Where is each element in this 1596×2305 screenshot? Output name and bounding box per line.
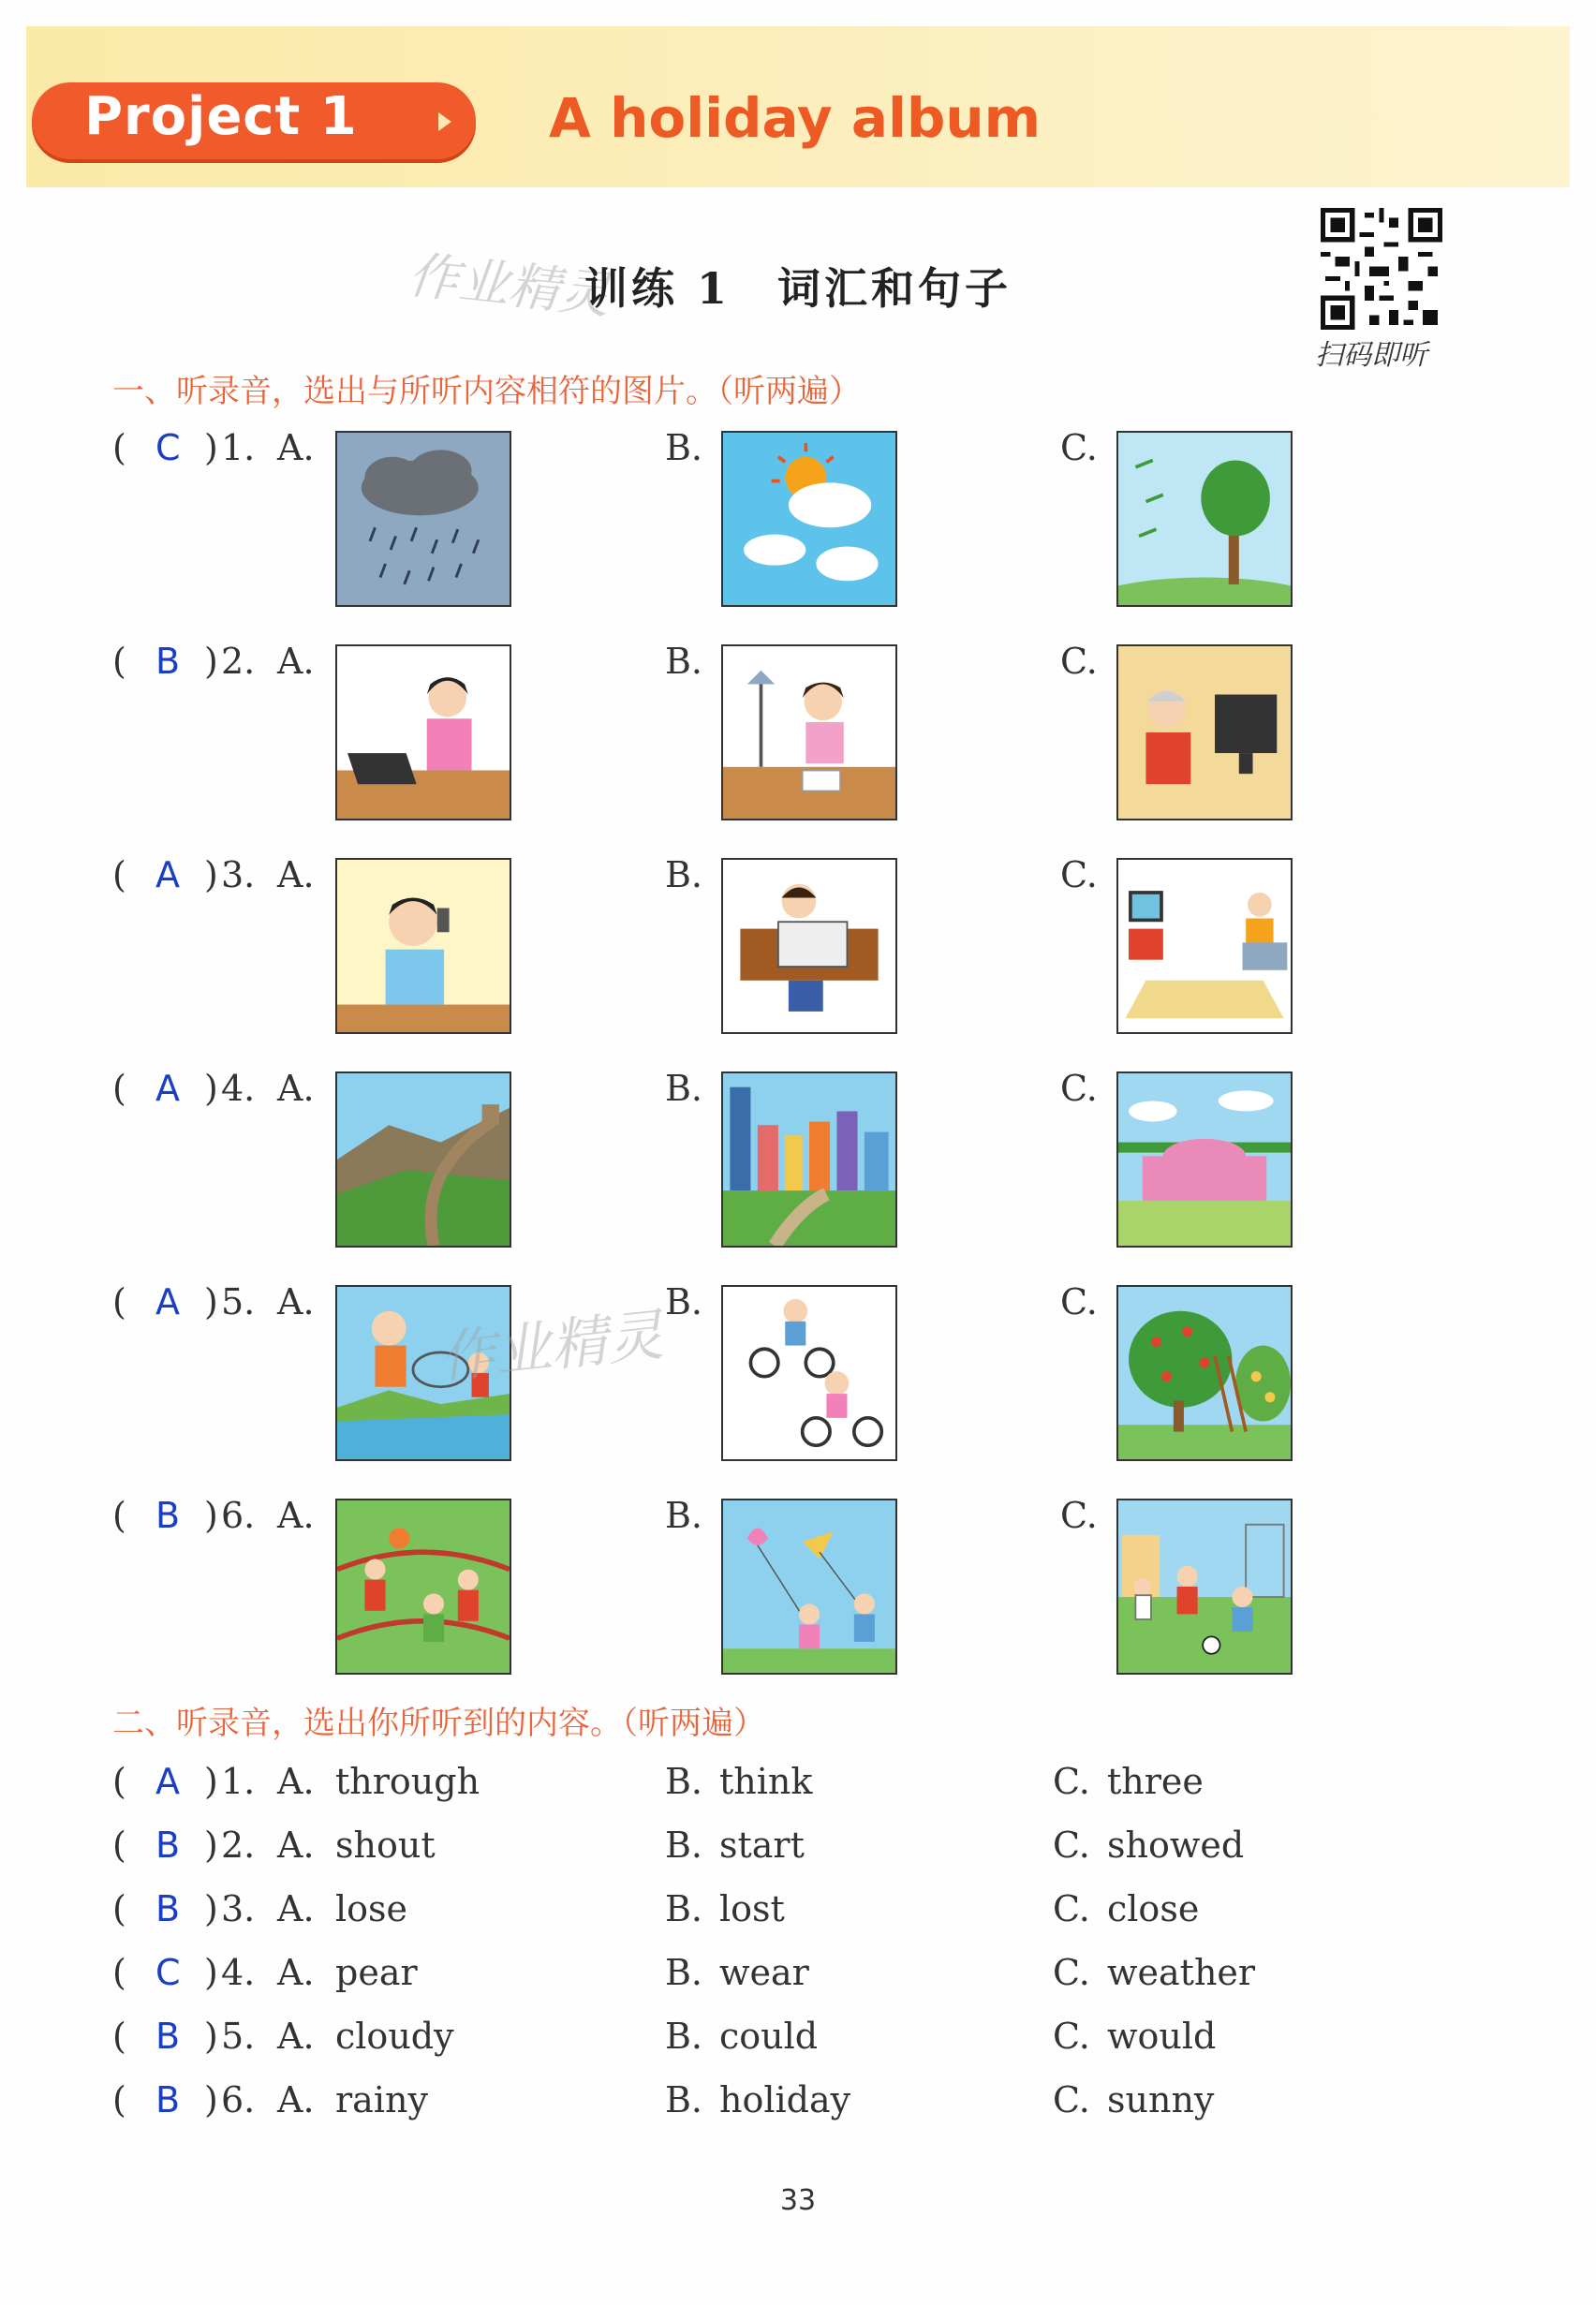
question-number: 6. — [221, 1495, 256, 1536]
answer-paren-close: ) — [204, 1068, 218, 1109]
answer-paren-close: ) — [204, 1281, 218, 1322]
answer-letter[interactable]: B — [155, 641, 181, 682]
option-label-a: A. — [277, 1281, 315, 1322]
question-number: 2. — [221, 1825, 256, 1866]
option-c-word: close — [1107, 1888, 1200, 1929]
man-newspaper-picture — [721, 858, 897, 1034]
project-label: Project 1 — [84, 86, 358, 147]
option-label-b: B. — [665, 1761, 703, 1802]
option-b-word: wear — [719, 1952, 809, 1993]
answer-paren-close: ) — [204, 1761, 218, 1802]
option-label-c: C. — [1060, 854, 1098, 895]
option-b-word: lost — [719, 1888, 785, 1929]
question-number: 4. — [221, 1068, 256, 1109]
answer-letter[interactable]: A — [155, 854, 180, 895]
option-a-word: through — [335, 1761, 480, 1802]
option-label-a: A. — [277, 1761, 315, 1802]
answer-paren-close: ) — [204, 1825, 218, 1866]
option-a-word: rainy — [335, 2079, 428, 2120]
option-a-word: shout — [335, 1825, 436, 1866]
option-label-a: A. — [277, 1825, 315, 1866]
play-arrow-icon — [438, 112, 451, 131]
option-c-word: sunny — [1107, 2079, 1215, 2120]
answer-letter[interactable]: A — [155, 1761, 180, 1802]
page-number: 33 — [779, 2184, 817, 2217]
qr-label: 扫码即听 — [1315, 339, 1427, 372]
question-number: 6. — [221, 2079, 256, 2120]
watermark: 作业精灵 — [436, 1302, 667, 1392]
option-label-c: C. — [1060, 427, 1098, 468]
answer-paren-close: ) — [204, 427, 218, 468]
answer-paren-open: ( — [112, 1825, 126, 1866]
grand-theatre-picture — [1116, 1071, 1293, 1248]
answer-letter[interactable]: A — [155, 1281, 180, 1322]
option-label-a: A. — [277, 1495, 315, 1536]
question-number: 4. — [221, 1952, 256, 1993]
qr-code-icon[interactable] — [1321, 208, 1442, 330]
option-label-b: B. — [665, 427, 703, 468]
option-label-c: C. — [1053, 2016, 1090, 2057]
girl-writing-letter-picture — [721, 644, 897, 820]
option-label-c: C. — [1060, 641, 1098, 682]
option-label-c: C. — [1053, 1888, 1090, 1929]
answer-paren-close: ) — [204, 1888, 218, 1929]
option-label-c: C. — [1053, 2079, 1090, 2120]
option-label-b: B. — [665, 1495, 703, 1536]
question-number: 5. — [221, 2016, 256, 2057]
option-c-word: weather — [1107, 1952, 1256, 1993]
answer-letter[interactable]: B — [155, 2016, 181, 2057]
answer-letter[interactable]: B — [155, 1495, 181, 1536]
answer-letter[interactable]: B — [155, 1825, 181, 1866]
option-a-word: pear — [335, 1952, 418, 1993]
answer-paren-close: ) — [204, 854, 218, 895]
answer-letter[interactable]: A — [155, 1068, 180, 1109]
question-number: 1. — [221, 427, 256, 468]
answer-paren-close: ) — [204, 2079, 218, 2120]
question-number: 3. — [221, 854, 256, 895]
option-c-word: would — [1107, 2016, 1217, 2057]
option-label-a: A. — [277, 2079, 315, 2120]
option-label-a: A. — [277, 1888, 315, 1929]
option-label-c: C. — [1053, 1825, 1090, 1866]
answer-paren-open: ( — [112, 2079, 126, 2120]
answer-letter[interactable]: C — [155, 1952, 181, 1993]
option-label-c: C. — [1060, 1068, 1098, 1109]
option-c-word: showed — [1107, 1825, 1245, 1866]
playing-football-picture — [1116, 1499, 1293, 1675]
answer-paren-open: ( — [112, 1068, 126, 1109]
unit-title: A holiday album — [549, 86, 1042, 150]
part2-title: 二、听录音，选出你所听到的内容。（听两遍） — [112, 1705, 765, 1742]
rain-cloud-picture — [335, 431, 511, 607]
option-label-a: A. — [277, 2016, 315, 2057]
riding-bikes-picture — [721, 1285, 897, 1461]
option-label-b: B. — [665, 1281, 703, 1322]
answer-paren-open: ( — [112, 427, 126, 468]
answer-letter[interactable]: B — [155, 2079, 181, 2120]
option-label-a: A. — [277, 641, 315, 682]
answer-paren-close: ) — [204, 2016, 218, 2057]
question-number: 5. — [221, 1281, 256, 1322]
girl-laptop-picture — [335, 644, 511, 820]
option-a-word: lose — [335, 1888, 408, 1929]
watermark: 作业精灵 — [405, 244, 613, 326]
option-label-b: B. — [665, 1825, 703, 1866]
option-c-word: three — [1107, 1761, 1204, 1802]
part1-title: 一、听录音，选出与所听内容相符的图片。（听两遍） — [112, 373, 861, 410]
question-number: 2. — [221, 641, 256, 682]
option-a-word: cloudy — [335, 2016, 454, 2057]
answer-paren-open: ( — [112, 854, 126, 895]
answer-paren-close: ) — [204, 1495, 218, 1536]
option-label-b: B. — [665, 2016, 703, 2057]
option-b-word: think — [719, 1761, 813, 1802]
answer-paren-open: ( — [112, 1952, 126, 1993]
option-label-b: B. — [665, 1068, 703, 1109]
answer-letter[interactable]: C — [155, 427, 181, 468]
option-label-c: C. — [1053, 1952, 1090, 1993]
great-wall-picture — [335, 1071, 511, 1248]
answer-paren-close: ) — [204, 1952, 218, 1993]
basketball-picture — [335, 1499, 511, 1675]
option-b-word: could — [719, 2016, 819, 2057]
option-label-b: B. — [665, 2079, 703, 2120]
flying-kites-picture — [721, 1499, 897, 1675]
option-label-b: B. — [665, 1952, 703, 1993]
option-label-a: A. — [277, 427, 315, 468]
option-label-b: B. — [665, 854, 703, 895]
section-heading: 训练 1 词汇和句子 — [584, 263, 1012, 314]
option-b-word: start — [719, 1825, 805, 1866]
option-label-a: A. — [277, 1952, 315, 1993]
option-label-b: B. — [665, 1888, 703, 1929]
answer-paren-close: ) — [204, 641, 218, 682]
answer-letter[interactable]: B — [155, 1888, 181, 1929]
answer-paren-open: ( — [112, 1888, 126, 1929]
answer-paren-open: ( — [112, 641, 126, 682]
man-phone-picture — [335, 858, 511, 1034]
windy-tree-picture — [1116, 431, 1293, 607]
grandpa-computer-picture — [1116, 644, 1293, 820]
option-label-b: B. — [665, 641, 703, 682]
answer-paren-open: ( — [112, 1761, 126, 1802]
question-number: 3. — [221, 1888, 256, 1929]
city-skyline-picture — [721, 1071, 897, 1248]
question-number: 1. — [221, 1761, 256, 1802]
boy-watching-tv-picture — [1116, 858, 1293, 1034]
option-label-c: C. — [1053, 1761, 1090, 1802]
option-label-c: C. — [1060, 1495, 1098, 1536]
option-b-word: holiday — [719, 2079, 851, 2120]
option-label-a: A. — [277, 854, 315, 895]
option-label-c: C. — [1060, 1281, 1098, 1322]
picking-apples-picture — [1116, 1285, 1293, 1461]
option-label-a: A. — [277, 1068, 315, 1109]
sun-clouds-picture — [721, 431, 897, 607]
answer-paren-open: ( — [112, 2016, 126, 2057]
answer-paren-open: ( — [112, 1495, 126, 1536]
answer-paren-open: ( — [112, 1281, 126, 1322]
